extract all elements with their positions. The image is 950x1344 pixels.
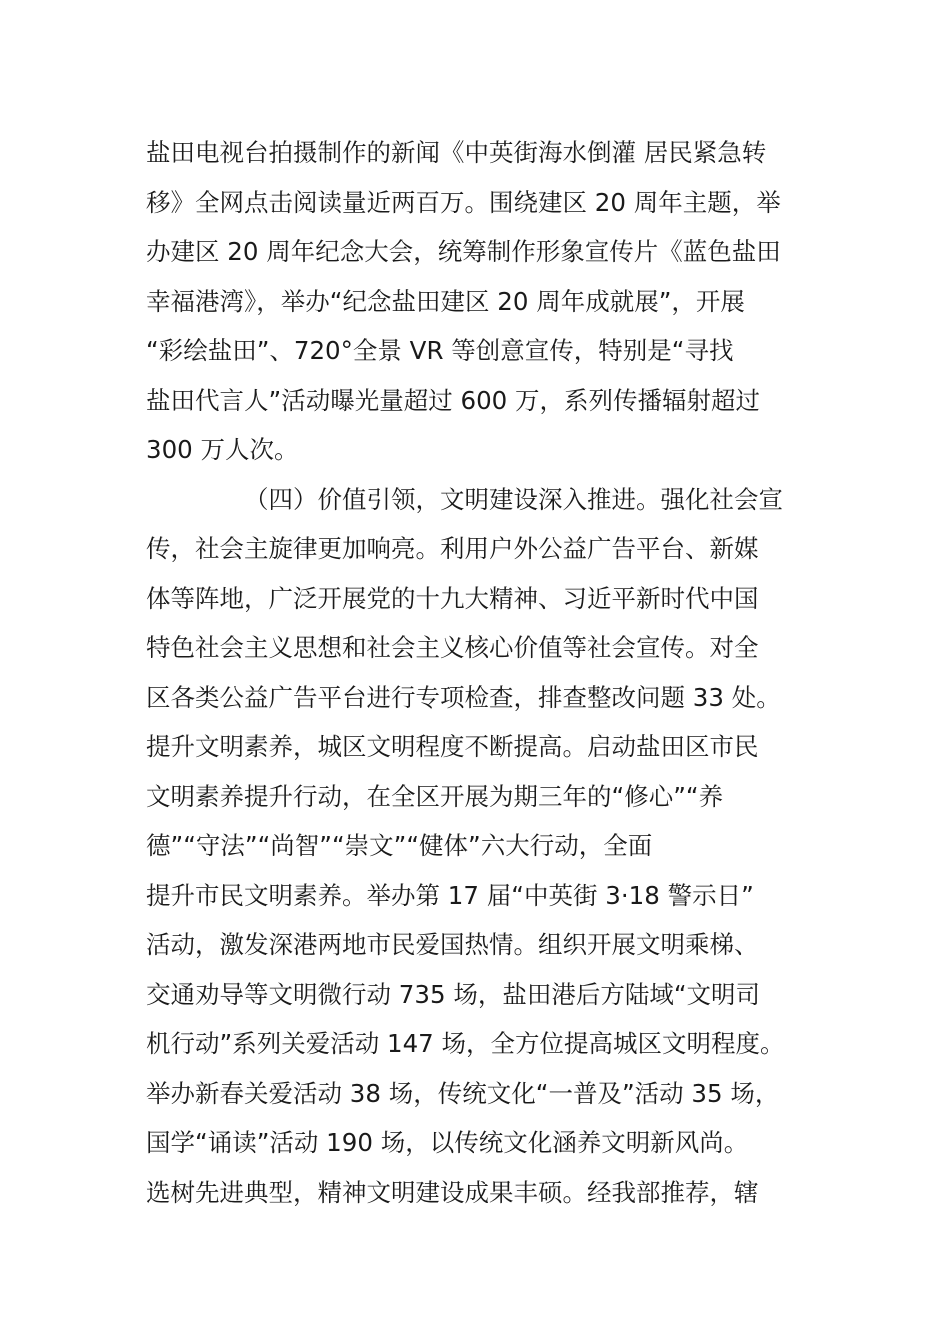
text-line-3: 办建区 20 周年纪念大会，统筹制作形象宣传片《蓝色盐田	[146, 237, 781, 266]
text-line-1: 盐田电视台拍摄制作的新闻《中英街海水倒灌 居民紧急转	[146, 138, 767, 167]
text-line-22: 选树先进典型，精神文明建设成果丰硕。经我部推荐，辖	[146, 1177, 759, 1207]
body-text	[146, 128, 826, 1217]
text-line-20: 举办新春关爱活动 38 场，传统文化“一普及”活动 35 场，	[146, 1078, 780, 1108]
text-line-18: 交通劝导等文明微行动 735 场，盐田港后方陆域“文明司	[146, 979, 761, 1009]
text-line-10: 体等阵地，广泛开展党的十九大精神、习近平新时代中国	[146, 583, 759, 613]
text-line-5: “彩绘盐田”、720°全景 VR 等创意宣传，特别是“寻找	[146, 336, 734, 365]
text-line-4: 幸福港湾》，举办“纪念盐田建区 20 周年成就展”，开展	[146, 286, 745, 316]
text-line-12: 区各类公益广告平台进行专项检查，排查整改问题 33 处。	[146, 682, 781, 712]
text-line-11: 特色社会主义思想和社会主义核心价值等社会宣传。对全	[146, 633, 759, 662]
text-line-6: 盐田代言人”活动曝光量超过 600 万，系列传播辐射超过	[146, 385, 761, 415]
text-line-16: 提升市民文明素养。举办第 17 届“中英街 3·18 警示日”	[146, 880, 754, 910]
text-line-14: 文明素养提升行动，在全区开展为期三年的“修心”“养	[146, 781, 724, 811]
text-line-17: 活动，激发深港两地市民爱国热情。组织开展文明乘梯、	[146, 930, 759, 959]
text-line-7: 300 万人次。	[146, 435, 299, 464]
text-line-15: 德”“守法”“尚智”“崇文”“健体”六大行动，全面	[146, 831, 653, 860]
section-heading-line: （四）价值引领，文明建设深入推进。强化社会宣	[244, 484, 783, 514]
text-line-9: 传，社会主旋律更加响亮。利用户外公益广告平台、新媒	[146, 534, 759, 563]
text-line-2: 移》全网点击阅读量近两百万。围绕建区 20 周年主题，举	[146, 187, 781, 217]
text-line-13: 提升文明素养，城区文明程度不断提高。启动盐田区市民	[146, 732, 759, 761]
text-line-19: 机行动”系列关爱活动 147 场，全方位提高城区文明程度。	[146, 1029, 785, 1058]
text-line-21: 国学“诵读”活动 190 场，以传统文化涵养文明新风尚。	[146, 1128, 749, 1157]
